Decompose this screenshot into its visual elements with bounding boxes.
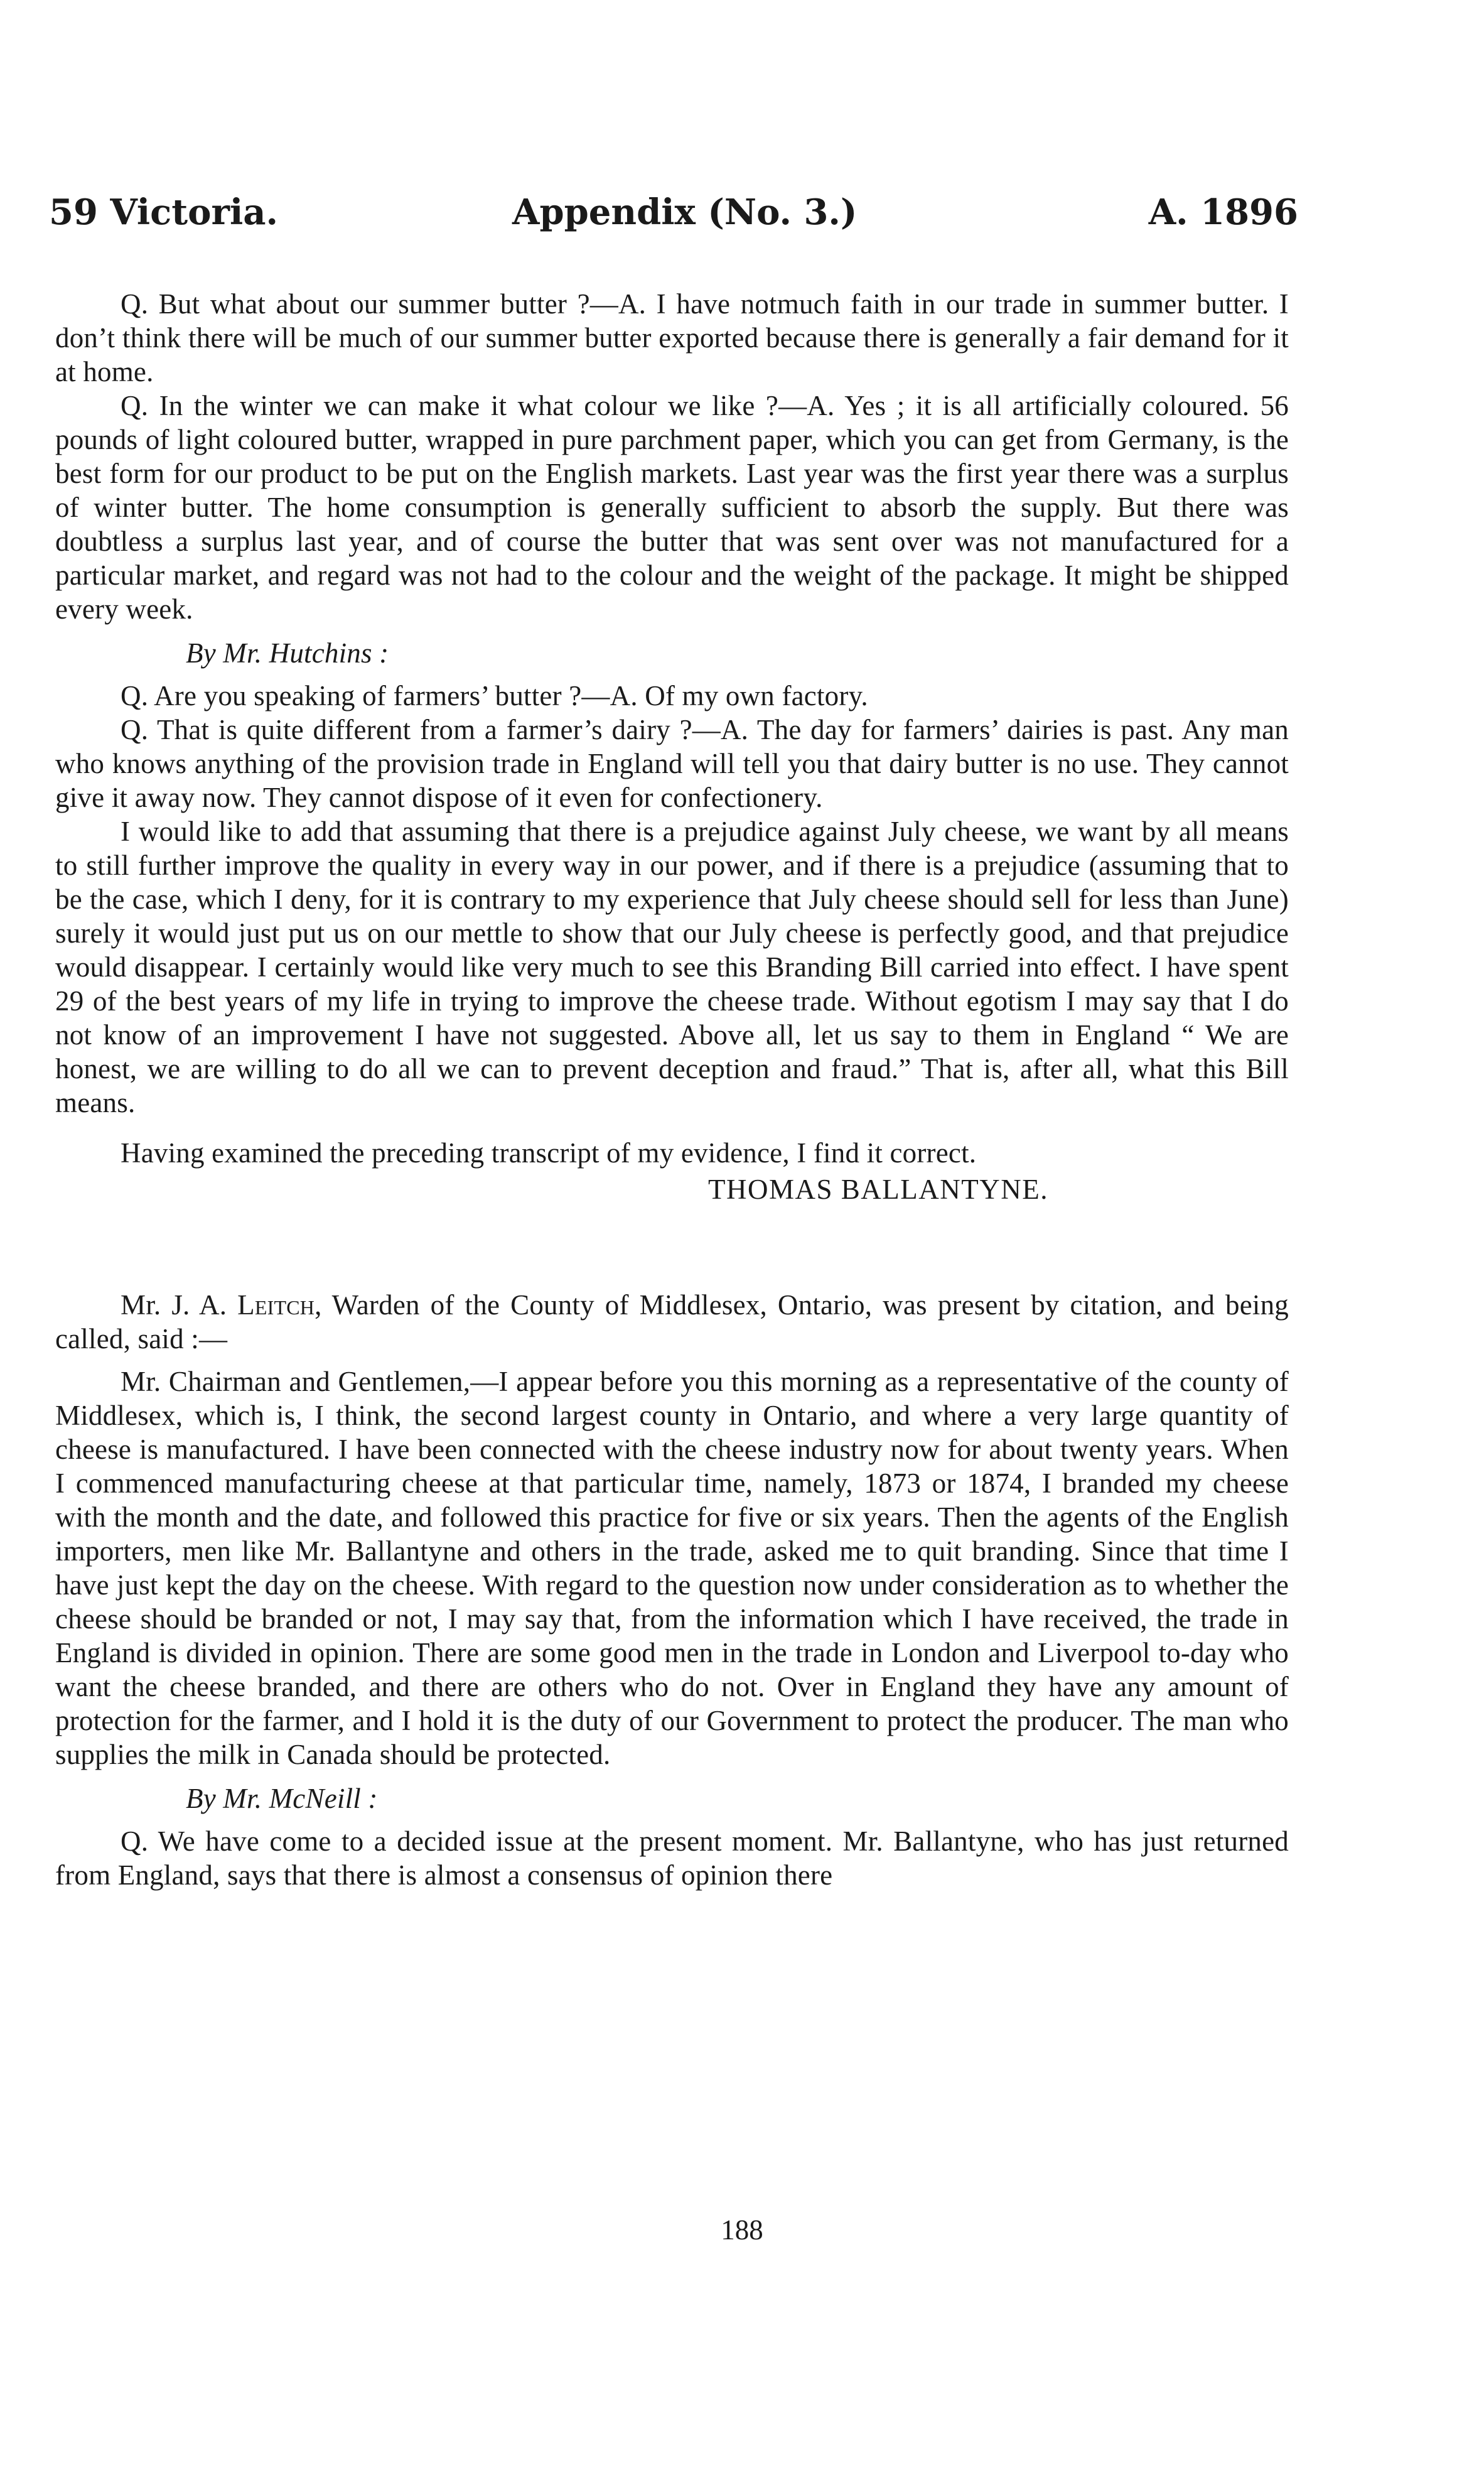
paragraph-leitch-testimony: Mr. Chairman and Gentlemen,—I appear before you this morning as a representative of the county of Middlesex, which is, I think, the second largest county in Ontario, and where a very large quantity of cheese is manufactured. I have been connected with the cheese industry now for about twenty years. When I commenced manufacturing cheese at that particular time, namely, 1873 or 1874, I branded my cheese with the month and the date, and followed this practice for five or six years. Then the agents of the English importers, men like Mr. Ballantyne and others in the trade, asked me to quit branding. Since that time I have just kept the day on the cheese. With regard to the question now under consideration as to whether the cheese should be branded or not, I may say that, from the information which I have received, the trade in England is divided in opinion. There are some good men in the trade in London and Liverpool to-day who want the cheese branded, and there are others who do not. Over in England they have any amount of protection for the farmer, and I hold it is the duty of our Government to protect the producer. The man who supplies the milk in Canada should be protected.: [55, 1366, 1289, 1770]
certification-statement: Having examined the preceding transcript of my evidence, I find it correct.: [121, 1137, 977, 1169]
paragraph-winter-colour: Q. In the winter we can make it what colour we like ?—A. Yes ; it is all artificially coloured. 56 pounds of light coloured butter, wrapped in pure parchment paper, which you can get from Germany, is the best form for our product to be put on the English markets. Last year was the first year there was a surplus of winter butter. The home consumption is generally sufficient to absorb the supply. But there was doubtless a surplus last year, and of course the butter that was sent over was not manufactured for a particular market, and regard was not had to the colour and the weight of the package. It might be shipped every week.: [55, 390, 1289, 625]
paragraph-farmers-butter: Q. Are you speaking of farmers’ butter ?—A. Of my own factory.: [121, 680, 868, 711]
page-number: 188: [721, 2214, 763, 2246]
paragraph-decided-issue: Q. We have come to a decided issue at the present moment. Mr. Ballantyne, who has just returned from England, says that there is almost a consensus of opinion there: [55, 1825, 1289, 1891]
paragraph-farmers-dairy: Q. That is quite different from a farmer’s dairy ?—A. The day for farmers’ dairies is past. Any man who knows anything of the provision trade in England will tell you that dairy butter is no use. They cannot give it away now. They cannot dispose of it even for confectionery.: [55, 714, 1289, 813]
witness-prefix: Mr. J. A.: [121, 1289, 238, 1321]
header-appendix: Appendix (No. 3.): [512, 192, 858, 233]
header-volume: 59 Victoria.: [49, 192, 279, 233]
paragraph-summer-butter: Q. But what about our summer butter ?—A. I have notmuch faith in our trade in summer butter. I don’t think there will be much of our summer butter exported because there is generally a fair demand for it at home.: [55, 288, 1289, 387]
body-text: [55, 287, 1289, 1892]
byline-hutchins: By Mr. Hutchins :: [186, 637, 389, 669]
witness-description: , Warden of the County of Middlesex, Ontario, was present by citation, and being called, said :—: [55, 1289, 1289, 1355]
header-year: A. 1896: [1148, 192, 1298, 233]
byline-mcneill: By Mr. McNeill :: [186, 1783, 378, 1814]
paragraph-july-cheese: I would like to add that assuming that there is a prejudice against July cheese, we want by all means to still further improve the quality in every way in our power, and if there is a prejudice (assuming that to be the case, which I deny, for it is contrary to my experience that July cheese should sell for less than June) surely it would just put us on our mettle to show that our July cheese is perfectly good, and that prejudice would disappear. I certainly would like very much to see this Branding Bill carried into effect. I have spent 29 of the best years of my life in trying to improve the cheese trade. Without egotism I may say that I do not know of an improvement I have not suggested. Above all, let us say to them in England “ We are honest, we are willing to do all we can to prevent deception and fraud.” That is, after all, what this Bill means.: [55, 816, 1289, 1118]
witness-name: Leitch: [237, 1289, 315, 1321]
running-header: [49, 187, 1298, 237]
witness-introduction: [55, 1288, 1289, 1356]
signature: THOMAS BALLANTYNE.: [708, 1174, 1048, 1205]
